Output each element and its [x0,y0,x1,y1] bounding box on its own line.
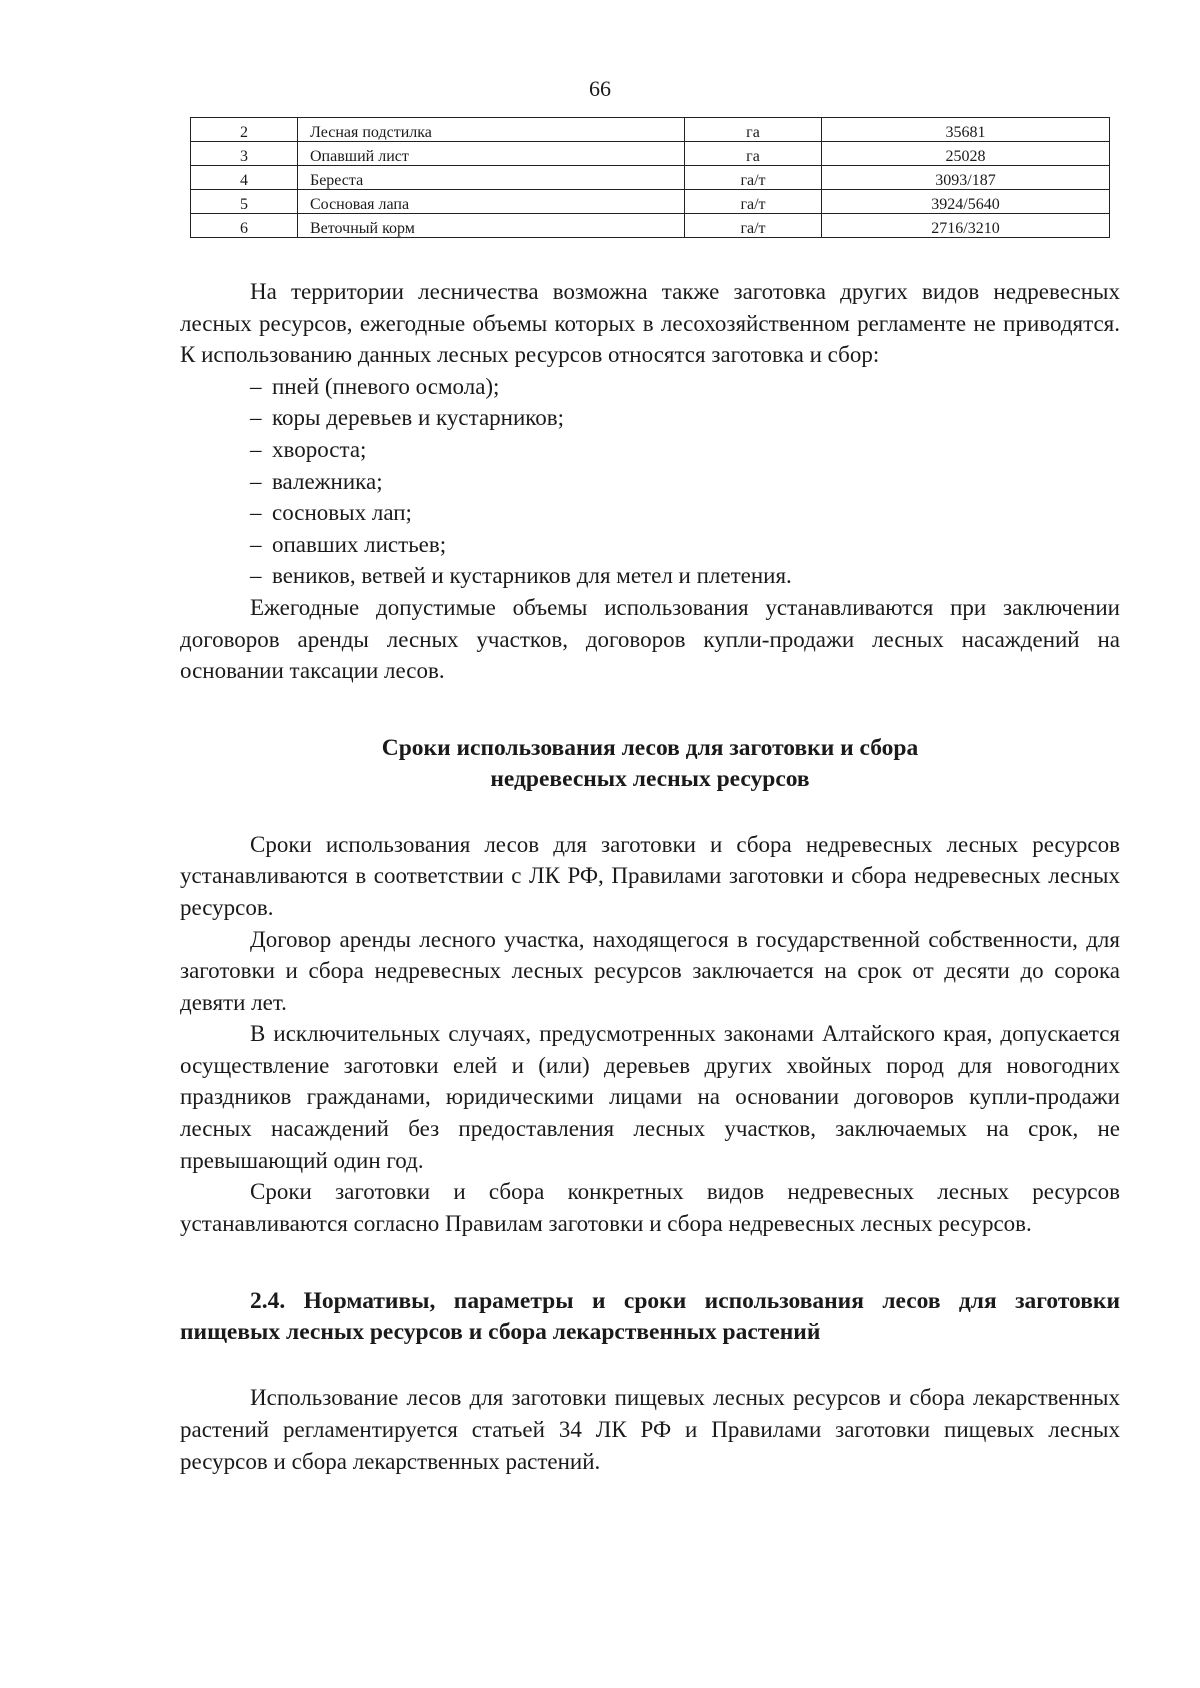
harvest-list [180,371,1120,592]
table-row [191,118,1110,142]
unit: га/т [685,166,822,190]
row-number: 4 [191,166,298,190]
dash-marker: – [250,468,262,494]
dash-marker: – [250,531,262,557]
terms-paragraph: Сроки использования лесов для заготовки и сбора недревесных лесных ресурсов устанавливаются в соответствии с ЛК РФ, Правилами заготовки и сбора недревесных лесных ресурсов. [180,831,1120,920]
dash-marker: – [250,563,262,589]
unit: га [685,118,822,142]
resource-name: Береста [298,166,685,190]
row-number: 3 [191,142,298,166]
list-item-text: хвороста; [272,436,367,462]
table-row [191,214,1110,238]
intro-paragraph: На территории лесничества возможна также заготовка других видов недревесных лесных ресурсов, ежегодные объемы которых в лесохозяйственном регламенте не приводятся. К использованию данных лесных ресурсов относятся заготовка и сбор: [180,279,1120,368]
closing-paragraph: Ежегодные допустимые объемы использования устанавливаются при заключении договоров аренды лесных участков, договоров купли-продажи лесных насаждений на основании таксации лесов. [180,594,1120,684]
dash-marker: – [250,436,262,462]
resource-name: Лесная подстилка [298,118,685,142]
resource-name: Веточный корм [298,214,685,238]
list-item [180,497,1120,529]
volume: 35681 [822,118,1110,142]
terms-paragraph: Договор аренды лесного участка, находящегося в государственной собственности, для заготовки и сбора недревесных лесных ресурсов заключается на срок от десяти до сорока девяти лет. [180,926,1120,1015]
dash-marker: – [250,405,262,431]
list-item-text: сосновых лап; [272,500,412,526]
list-item-text: валежника; [272,468,383,494]
resource-name: Сосновая лапа [298,190,685,214]
volume: 25028 [822,142,1110,166]
list-item [180,560,1120,592]
section-heading-terms [180,733,1120,795]
volume: 2716/3210 [822,214,1110,238]
page-number: 66 [589,76,611,101]
dash-marker: – [250,500,262,526]
list-item [180,371,1120,403]
volume: 3093/187 [822,166,1110,190]
volume: 3924/5640 [822,190,1110,214]
list-item [180,402,1120,434]
table-row [191,142,1110,166]
row-number: 2 [191,118,298,142]
table-row [191,166,1110,190]
row-number: 6 [191,214,298,238]
list-item-text: пней (пневого осмола); [272,373,500,399]
terms-paragraph: В исключительных случаях, предусмотренных законами Алтайского края, допускается осуществление заготовки елей и (или) деревьев других хвойных пород для новогодних праздников гражданами, юридическими лицами на основании договоров купли-продажи лесных насаждений без предоставления лесных участков, заключаемых на срок, не превышающий один год. [180,1021,1120,1173]
section-heading-2-4: 2.4. Нормативы, параметры и сроки использования лесов для заготовки пищевых лесных ресурсов и сбора лекарственных растений [180,1288,1120,1346]
list-item [180,466,1120,498]
unit: га [685,142,822,166]
dash-marker: – [250,373,262,399]
table-row [191,190,1110,214]
resource-name: Опавший лист [298,142,685,166]
unit: га/т [685,190,822,214]
resources-table [190,117,1110,238]
list-item [180,434,1120,466]
list-item-text: веников, ветвей и кустарников для метел и плетения. [272,563,792,589]
list-item [180,529,1120,561]
heading-line: Сроки использования лесов для заготовки и сбора [381,734,919,761]
list-item-text: опавших листьев; [272,531,447,557]
section-2-4-paragraph: Использование лесов для заготовки пищевых лесных ресурсов и сбора лекарственных растений регламентируется статьей 34 ЛК РФ и Правилами заготовки пищевых лесных ресурсов и сбора лекарственных растений. [180,1385,1120,1474]
list-item-text: коры деревьев и кустарников; [272,405,565,431]
unit: га/т [685,214,822,238]
terms-paragraph: Сроки заготовки и сбора конкретных видов недревесных лесных ресурсов устанавливаются согласно Правилам заготовки и сбора недревесных лесных ресурсов. [180,1179,1120,1236]
row-number: 5 [191,190,298,214]
document-body [180,276,1120,1477]
heading-line: недревесных лесных ресурсов [490,765,810,792]
